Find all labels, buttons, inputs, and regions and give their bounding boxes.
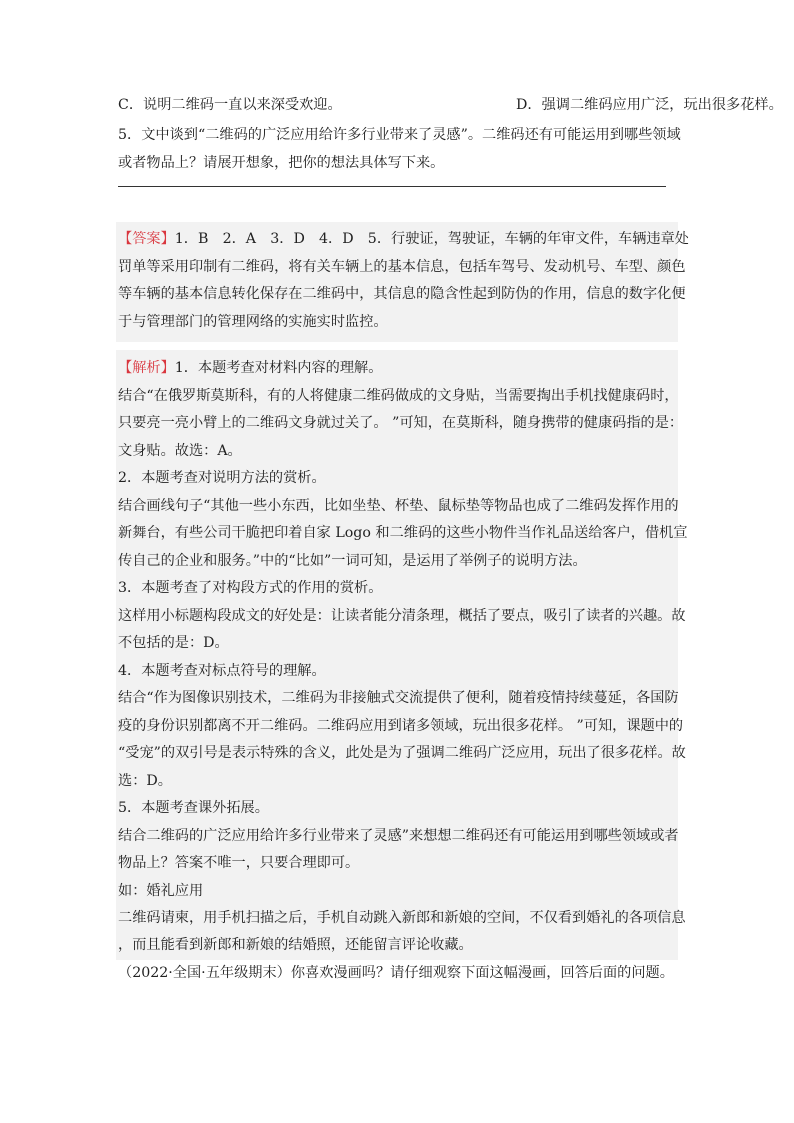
analysis-line-7: 新舞台，有些公司干脆把印着自家 Logo 和二维码的这些小物件当作礼品送给客户，借机宣 <box>118 525 688 541</box>
analysis-line-16: 选：D。 <box>118 773 172 789</box>
answer-line-3: 等车辆的基本信息转化保存在二维码中，其信息的隐含性起到防伪的作用，信息的数字化便 <box>118 286 686 302</box>
question-5-line-2: 或者物品上？请展开想象，把你的想法具体写下来。 <box>118 155 445 171</box>
analysis-line-12: 4．本题考查对标点符号的理解。 <box>118 663 326 679</box>
analysis-text-1: 1．本题考查对材料内容的理解。 <box>174 360 383 376</box>
answer-line-2: 罚单等采用印制有二维码，将有关车辆上的基本信息，包括车驾号、发动机号、车型、颜色 <box>118 259 686 275</box>
analysis-line-4: 文身贴。故选：A。 <box>118 443 242 459</box>
analysis-line-15: “受宠”的双引号是表示特殊的含义，此处是为了强调二维码广泛应用，玩出了很多花样。故 <box>118 745 686 761</box>
answer-line-4: 于与管理部门的管理网络的实施实时监控。 <box>118 314 388 330</box>
analysis-line-18: 结合二维码的广泛应用给许多行业带来了灵感”来想想二维码还有可能运用到哪些领域或者 <box>118 828 679 844</box>
analysis-line-9: 3．本题考查了对构段方式的作用的赏析。 <box>118 580 383 596</box>
analysis-line-1 <box>118 357 678 379</box>
option-c: C．说明二维码一直以来深受欢迎。 <box>118 97 342 113</box>
question-options-line <box>118 94 783 116</box>
answer-text-1: 1．B 2．A 3．D 4．D 5．行驶证，驾驶证，车辆的年审文件，车辆违章处 <box>174 231 689 247</box>
answer-line-1 <box>118 228 689 250</box>
answer-blank-line <box>118 186 666 187</box>
question-5-line-1: 5．文中谈到“二维码的广泛应用给许多行业带来了灵感”。二维码还有可能运用到哪些领域 <box>118 127 681 143</box>
analysis-line-3: 只要亮一亮小臂上的二维码文身就过关了。 ”可知，在莫斯科，随身携带的健康码指的是： <box>118 415 684 431</box>
analysis-line-22: ，而且能看到新郎和新娘的结婚照，还能留言评论收藏。 <box>118 937 473 953</box>
analysis-tag: 【解析】 <box>118 360 175 376</box>
analysis-line-2: 结合“在俄罗斯莫斯科，有的人将健康二维码做成的文身贴，当需要掏出手机找健康码时， <box>118 388 679 404</box>
analysis-line-11: 不包括的是：D。 <box>118 635 229 651</box>
analysis-line-10: 这样用小标题构段成文的好处是：让读者能分清条理，概括了要点，吸引了读者的兴趣。故 <box>118 608 686 624</box>
analysis-line-13: 结合“作为图像识别技术，二维码为非接触式交流提供了便利，随着疫情持续蔓延，各国防 <box>118 690 679 706</box>
analysis-line-19: 物品上？答案不唯一，只要合理即可。 <box>118 855 360 871</box>
analysis-line-20: 如：婚礼应用 <box>118 883 204 899</box>
analysis-line-8: 传自己的企业和服务。”中的“比如”一词可知，是运用了举例子的说明方法。 <box>118 553 587 569</box>
analysis-line-5: 2．本题考查对说明方法的赏析。 <box>118 470 326 486</box>
answer-tag: 【答案】 <box>118 231 175 247</box>
analysis-line-6: 结合画线句子“其他一些小东西，比如坐垫、杯垫、鼠标垫等物品也成了二维码发挥作用的 <box>118 498 679 514</box>
analysis-line-17: 5．本题考查课外拓展。 <box>118 800 269 816</box>
option-d: D．强调二维码应用广泛，玩出很多花样。 <box>516 97 783 113</box>
analysis-line-14: 疫的身份识别都离不开二维码。二维码应用到诸多领域，玩出很多花样。 ”可知，课题中的 <box>118 718 684 734</box>
analysis-line-21: 二维码请柬，用手机扫描之后，手机自动跳入新郎和新娘的空间，不仅看到婚礼的各项信息 <box>118 910 686 926</box>
next-question: （2022·全国·五年级期末）你喜欢漫画吗？请仔细观察下面这幅漫画，回答后面的问题。 <box>118 965 674 981</box>
